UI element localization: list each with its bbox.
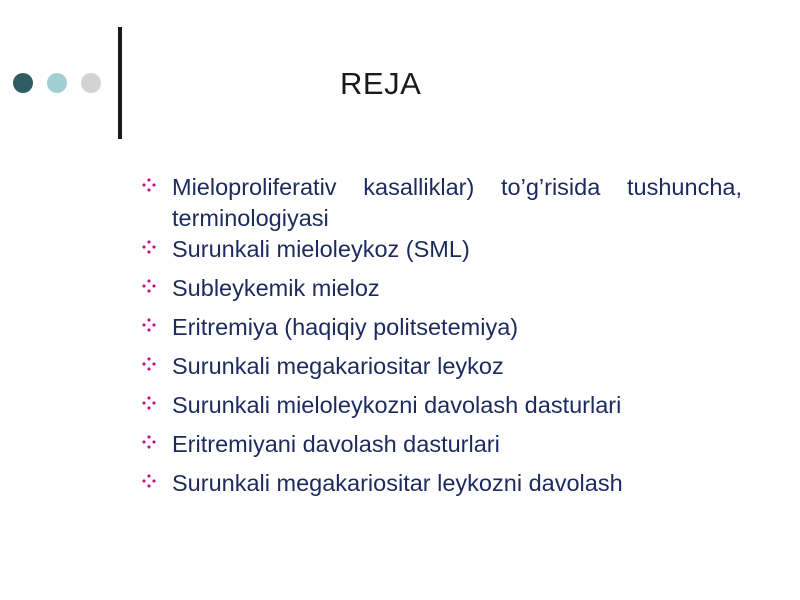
bullet-text: Surunkali mieloleykozni davolash dasturlari	[172, 392, 622, 418]
bullet-item	[142, 468, 742, 499]
slide-title: REJA	[340, 66, 422, 101]
bullet-list	[142, 172, 742, 507]
title-divider	[118, 27, 122, 139]
bullet-text: Eritremiyani davolash dasturlari	[172, 431, 500, 457]
bullet-item	[142, 273, 742, 304]
diamond-star-icon	[142, 396, 156, 410]
diamond-star-icon	[142, 435, 156, 449]
decor-dot-dark	[13, 73, 33, 93]
bullet-text: Eritremiya (haqiqiy politsetemiya)	[172, 314, 519, 340]
bullet-item	[142, 390, 742, 421]
bullet-text: Mieloproliferativ kasalliklar) to’g’risida tushuncha, terminologiyasi	[172, 174, 742, 231]
diamond-star-icon	[142, 357, 156, 371]
bullet-text: Surunkali megakariositar leykoz	[172, 353, 504, 379]
diamond-star-icon	[142, 178, 156, 192]
bullet-item	[142, 429, 742, 460]
bullet-item	[142, 351, 742, 382]
decor-dot-gray	[81, 73, 101, 93]
diamond-star-icon	[142, 240, 156, 254]
bullet-item	[142, 172, 742, 234]
bullet-text: Surunkali mieloleykoz (SML)	[172, 236, 470, 262]
diamond-star-icon	[142, 279, 156, 293]
diamond-star-icon	[142, 474, 156, 488]
bullet-text: Surunkali megakariositar leykozni davolash	[172, 470, 623, 496]
bullet-item	[142, 312, 742, 343]
bullet-text: Subleykemik mieloz	[172, 275, 380, 301]
decor-dot-teal	[47, 73, 67, 93]
diamond-star-icon	[142, 318, 156, 332]
bullet-item	[142, 234, 742, 265]
